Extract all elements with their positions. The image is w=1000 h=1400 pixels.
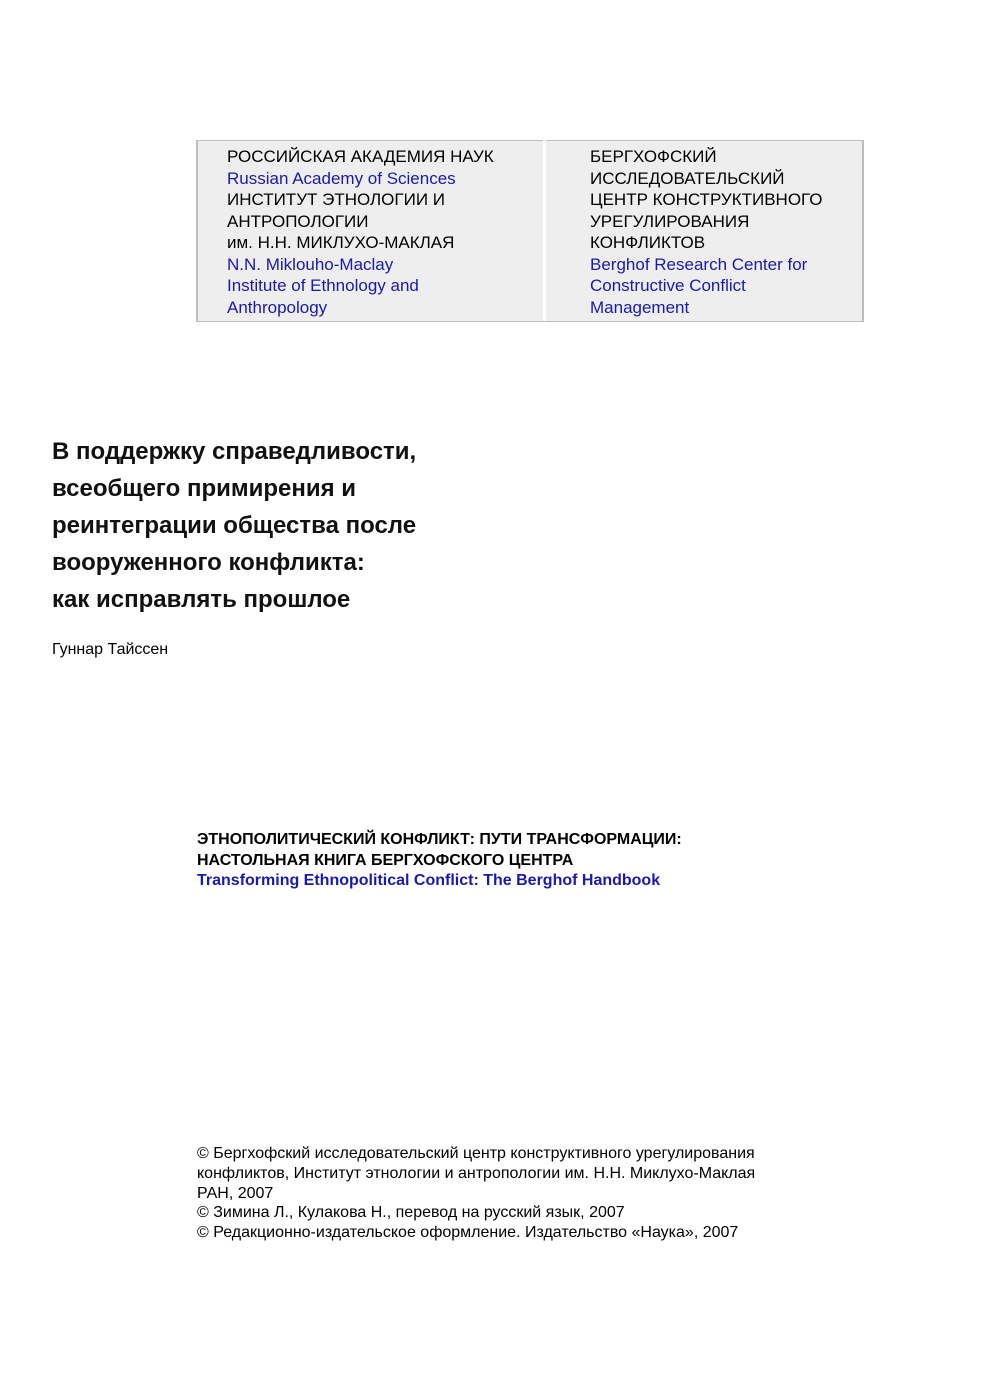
- header-left-line: РОССИЙСКАЯ АКАДЕМИЯ НАУК: [227, 147, 494, 166]
- title-line: В поддержку справедливости,: [52, 438, 417, 465]
- document-title: [52, 433, 512, 618]
- header-right-line: КОНФЛИКТОВ: [590, 233, 706, 252]
- title-line: всеобщего примирения и: [52, 475, 357, 502]
- copyright-line: © Редакционно-издательское оформление. Издательство «Наука», 2007: [197, 1224, 739, 1242]
- header-right-column: [590, 146, 865, 318]
- header-left-line: им. Н.Н. МИКЛУХО-МАКЛАЯ: [227, 233, 455, 252]
- header-right-line: Constructive Conflict: [590, 276, 746, 295]
- copyright-block: [197, 1144, 755, 1243]
- header-left-column: [227, 146, 537, 318]
- title-line: вооруженного конфликта:: [52, 549, 365, 576]
- copyright-line: конфликтов, Институт этнологии и антропологии им. Н.Н. Миклухо-Маклая: [197, 1164, 756, 1182]
- copyright-line: РАН, 2007: [197, 1184, 274, 1202]
- header-left-line: Russian Academy of Sciences: [227, 168, 456, 188]
- series-title-ru-line: ЭТНОПОЛИТИЧЕСКИЙ КОНФЛИКТ: ПУТИ ТРАНСФОРМАЦИИ:: [197, 831, 682, 848]
- copyright-line: © Бергхофский исследовательский центр конструктивного урегулирования: [197, 1145, 755, 1162]
- header-right-line: БЕРГХОФСКИЙ: [590, 147, 717, 166]
- header-right-line: УРЕГУЛИРОВАНИЯ: [590, 211, 750, 231]
- series-title-en-line: Transforming Ethnopolitical Conflict: The Berghof Handbook: [197, 872, 661, 889]
- copyright-line: © Зимина Л., Кулакова Н., перевод на русский язык, 2007: [197, 1204, 625, 1222]
- series-title: [197, 830, 682, 892]
- series-title-ru-line: НАСТОЛЬНАЯ КНИГА БЕРГХОФСКОГО ЦЕНТРА: [197, 851, 574, 869]
- author-name: Гуннар Тайссен: [52, 641, 169, 658]
- header-left-line: N.N. Miklouho-Maclay: [227, 254, 394, 274]
- header-right-line: ИССЛЕДОВАТЕЛЬСКИЙ: [590, 168, 785, 188]
- header-left-line: Anthropology: [227, 297, 328, 317]
- header-right-line: Berghof Research Center for: [590, 254, 808, 274]
- header-left-line: АНТРОПОЛОГИИ: [227, 211, 369, 231]
- title-line: реинтеграции общества после: [52, 512, 417, 539]
- header-divider: [543, 140, 546, 322]
- publisher-header-box: [196, 140, 864, 322]
- title-line: как исправлять прошлое: [52, 586, 351, 613]
- header-left-line: Institute of Ethnology and: [227, 276, 419, 295]
- header-left-line: ИНСТИТУТ ЭТНОЛОГИИ И: [227, 190, 445, 209]
- header-right-line: Management: [590, 297, 690, 317]
- header-right-line: ЦЕНТР КОНСТРУКТИВНОГО: [590, 190, 823, 209]
